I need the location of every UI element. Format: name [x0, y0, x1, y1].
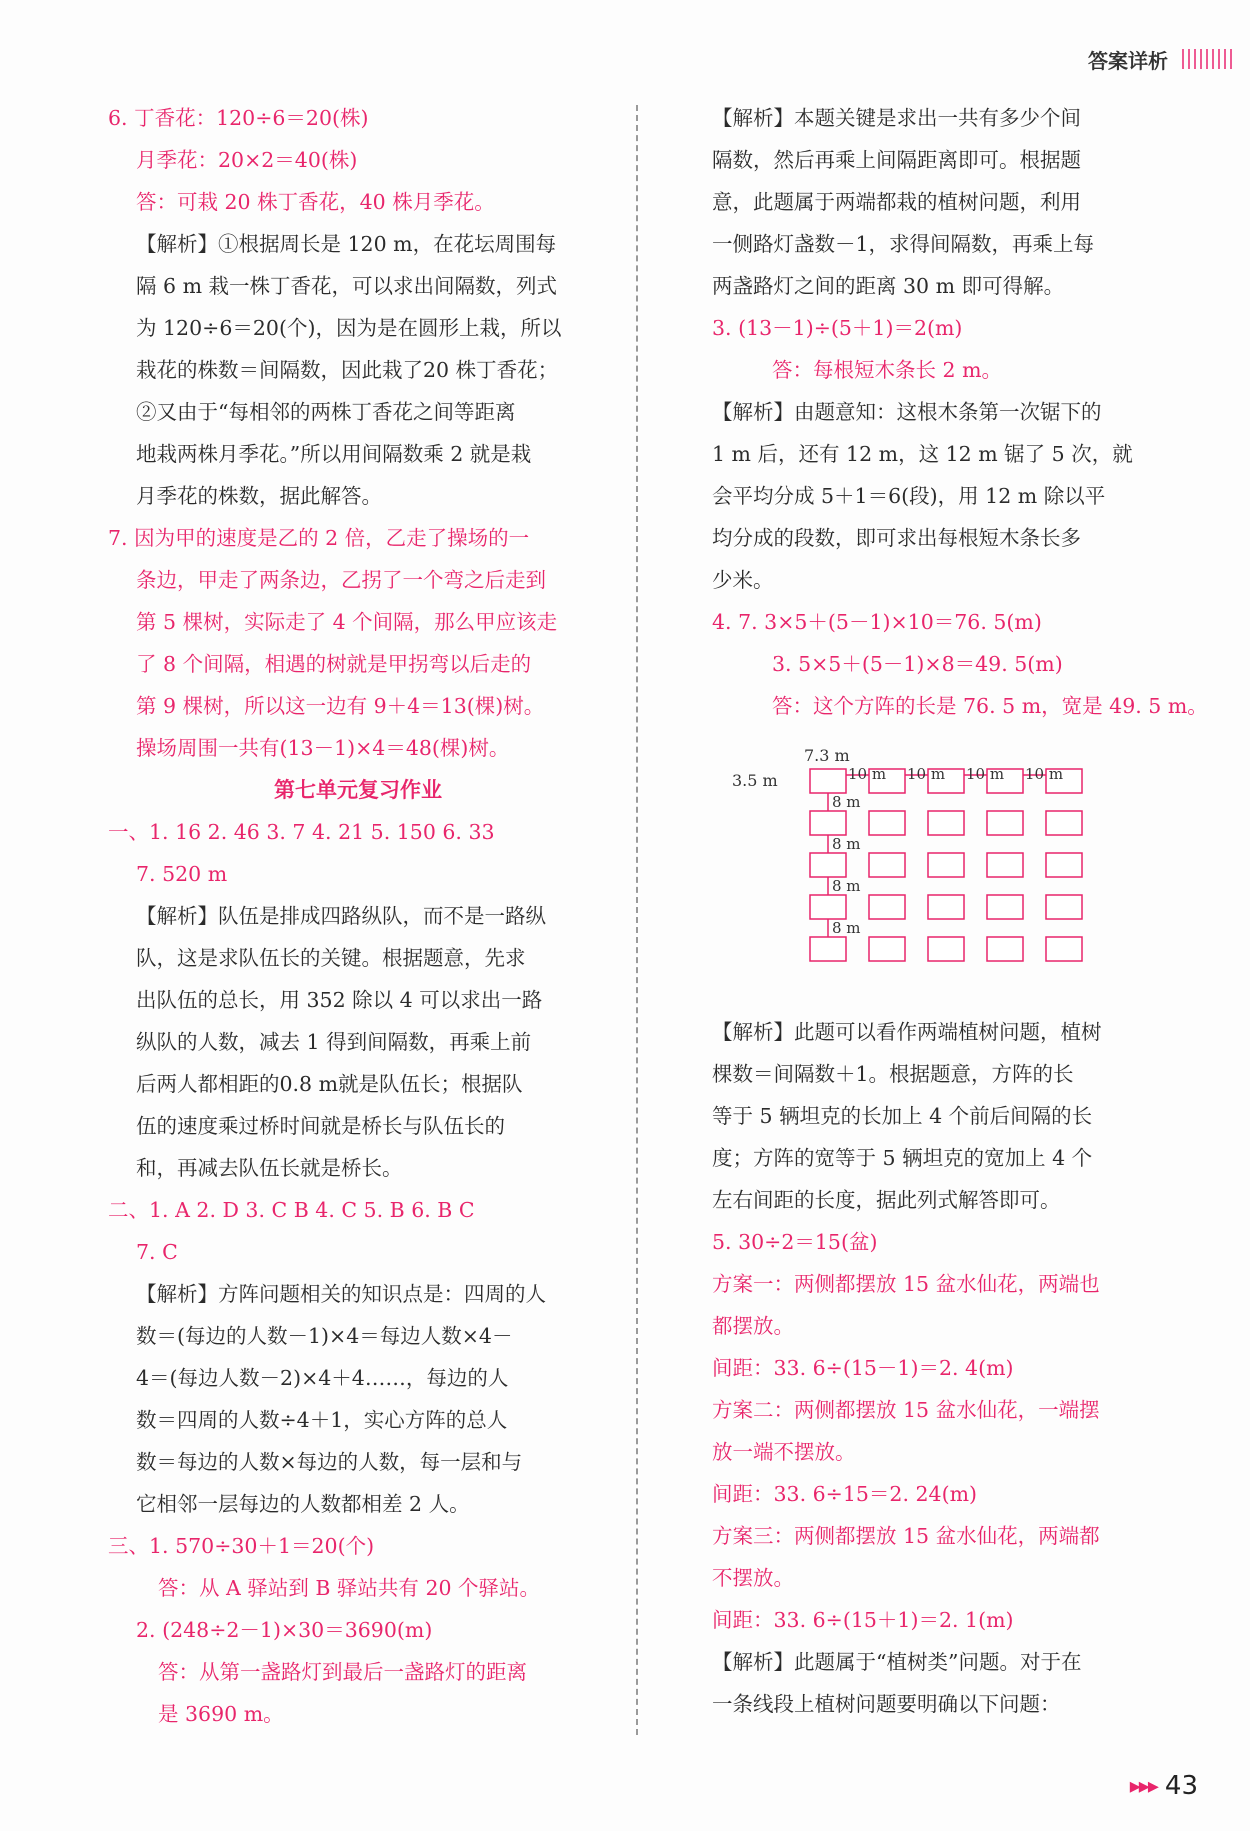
text-line: 7. C [136, 1240, 178, 1264]
vertical-gap-label: 8 m [832, 835, 861, 853]
text-line: 是 3690 m。 [158, 1702, 284, 1726]
text-line: 间距：33. 6÷(15－1)＝2. 4(m) [712, 1356, 1014, 1380]
text-line: 不摆放。 [712, 1566, 794, 1590]
text-line: 3. (13－1)÷(5＋1)＝2(m) [712, 316, 963, 340]
tank-box [1046, 937, 1082, 961]
text-line: 2. (248÷2－1)×30＝3690(m) [136, 1618, 433, 1642]
tank-box [987, 937, 1023, 961]
text-line: 左右间距的长度，据此列式解答即可。 [712, 1188, 1061, 1212]
text-line: 队，这是求队伍长的关键。根据题意，先求 [136, 946, 526, 970]
text-line: 7. 520 m [136, 862, 228, 886]
text-line: 方案一：两侧都摆放 15 盆水仙花，两端也 [712, 1272, 1100, 1296]
text-line: 7. 因为甲的速度是乙的 2 倍，乙走了操场的一 [108, 526, 530, 550]
tank-box [869, 853, 905, 877]
tank-box [1046, 811, 1082, 835]
text-line: 3. 5×5＋(5－1)×8＝49. 5(m) [772, 652, 1063, 676]
text-line: 操场周围一共有(13－1)×4＝48(棵)树。 [136, 736, 510, 760]
text-line: 等于 5 辆坦克的长加上 4 个前后间隔的长 [712, 1104, 1093, 1128]
text-line: 方案二：两侧都摆放 15 盆水仙花，一端摆 [712, 1398, 1100, 1422]
text-line: 答：从第一盏路灯到最后一盏路灯的距离 [158, 1660, 527, 1684]
column-divider [636, 105, 638, 1735]
tank-box [987, 895, 1023, 919]
text-line: 一、1. 16 2. 46 3. 7 4. 21 5. 150 6. 33 [108, 820, 495, 844]
text-line: 均分成的段数，即可求出每根短木条长多 [712, 526, 1081, 550]
tank-box [928, 895, 964, 919]
text-line: 一侧路灯盏数－1，求得间隔数，再乘上每 [712, 232, 1095, 256]
text-line: 月季花的株数，据此解答。 [136, 484, 382, 508]
text-line: 两盏路灯之间的距离 30 m 即可得解。 [712, 274, 1065, 298]
horizontal-gap-label: 10 m [848, 765, 887, 783]
length-label: 7.3 m [804, 746, 850, 765]
right-column-top-text [712, 97, 1208, 727]
text-line: 数＝四周的人数÷4＋1，实心方阵的总人 [136, 1408, 508, 1432]
text-line: ②又由于“每相邻的两株丁香花之间等距离 [136, 400, 516, 424]
text-line: 【解析】此题可以看作两端植树问题，植树 [712, 1020, 1102, 1044]
text-line: 伍的速度乘过桥时间就是桥长与队伍长的 [136, 1114, 505, 1138]
horizontal-gap-label: 10 m [907, 765, 946, 783]
text-line: 栽花的株数＝间隔数，因此栽了20 株丁香花； [136, 358, 559, 382]
header-title: 答案详析 [1088, 48, 1168, 73]
left-column [108, 97, 608, 1735]
text-line: 都摆放。 [712, 1314, 794, 1338]
text-line: 数＝(每边的人数－1)×4＝每边人数×4－ [136, 1324, 513, 1348]
tank-box [1046, 895, 1082, 919]
text-line: 纵队的人数，减去 1 得到间隔数，再乘上前 [136, 1030, 532, 1054]
text-line: 数＝每边的人数×每边的人数，每一层和与 [136, 1450, 523, 1474]
text-line: 【解析】①根据周长是 120 m，在花坛周围每 [136, 232, 557, 256]
text-line: 答：这个方阵的长是 76. 5 m，宽是 49. 5 m。 [772, 694, 1208, 718]
text-line: 答：每根短木条长 2 m。 [772, 358, 1003, 382]
tank-box [928, 937, 964, 961]
text-line: 隔数，然后再乘上间隔距离即可。根据题 [712, 148, 1081, 172]
section-title: 第七单元复习作业 [274, 778, 442, 802]
text-line: 6. 丁香花：120÷6＝20(株) [108, 106, 369, 130]
text-line: 月季花：20×2＝40(株) [136, 148, 358, 172]
text-line: 了 8 个间隔，相遇的树就是甲拐弯以后走的 [136, 652, 532, 676]
tank-box [987, 853, 1023, 877]
text-line: 少米。 [712, 568, 774, 592]
text-line: 二、1. A 2. D 3. C B 4. C 5. B 6. B C [108, 1198, 475, 1222]
tank-box [987, 811, 1023, 835]
tank-box [928, 853, 964, 877]
horizontal-gap-label: 10 m [966, 765, 1005, 783]
text-line: 第 5 棵树，实际走了 4 个间隔，那么甲应该走 [136, 610, 558, 634]
tank-box [810, 895, 846, 919]
footer-arrows-icon: ▸▸▸ [1129, 1773, 1157, 1799]
text-line: 度；方阵的宽等于 5 辆坦克的宽加上 4 个 [712, 1146, 1093, 1170]
horizontal-gap-label: 10 m [1025, 765, 1064, 783]
tank-box [810, 769, 846, 793]
width-label: 3.5 m [732, 771, 778, 790]
text-line: 答：可栽 20 株丁香花，40 株月季花。 [136, 190, 495, 214]
text-line: 为 120÷6＝20(个)，因为是在圆形上栽，所以 [136, 316, 562, 340]
text-line: 和，再减去队伍长就是桥长。 [136, 1156, 403, 1180]
text-line: 后两人都相距的0.8 m就是队伍长；根据队 [136, 1072, 523, 1096]
right-column-bottom-text [712, 1011, 1172, 1725]
tank-box [1046, 853, 1082, 877]
text-line: 1 m 后，还有 12 m，这 12 m 锯了 5 次，就 [712, 442, 1133, 466]
text-line: 4. 7. 3×5＋(5－1)×10＝76. 5(m) [712, 610, 1042, 634]
tank-box [810, 853, 846, 877]
text-line: 会平均分成 5＋1＝6(段)，用 12 m 除以平 [712, 484, 1106, 508]
page-header [1088, 44, 1232, 74]
text-line: 间距：33. 6÷(15＋1)＝2. 1(m) [712, 1608, 1014, 1632]
tank-box [810, 937, 846, 961]
tank-box [928, 811, 964, 835]
text-line: 【解析】本题关键是求出一共有多少个间 [712, 106, 1081, 130]
tank-box [869, 937, 905, 961]
text-line: 【解析】方阵问题相关的知识点是：四周的人 [136, 1282, 546, 1306]
vertical-gap-label: 8 m [832, 919, 861, 937]
tank-box [810, 811, 846, 835]
text-line: 棵数＝间隔数＋1。根据题意，方阵的长 [712, 1062, 1074, 1086]
text-line: 4＝(每边人数－2)×4＋4……，每边的人 [136, 1366, 509, 1390]
vertical-gap-label: 8 m [832, 877, 861, 895]
tank-box [869, 811, 905, 835]
text-line: 【解析】队伍是排成四路纵队，而不是一路纵 [136, 904, 546, 928]
text-line: 方案三：两侧都摆放 15 盆水仙花，两端都 [712, 1524, 1100, 1548]
tank-box [869, 895, 905, 919]
vertical-gap-label: 8 m [832, 793, 861, 811]
page-footer [1130, 1771, 1198, 1801]
text-line: 间距：33. 6÷15＝2. 24(m) [712, 1482, 978, 1506]
text-line: 隔 6 m 栽一株丁香花，可以求出间隔数，列式 [136, 274, 558, 298]
text-line: 答：从 A 驿站到 B 驿站共有 20 个驿站。 [158, 1576, 541, 1600]
text-line: 放一端不摆放。 [712, 1440, 856, 1464]
header-decoration-bars [1182, 49, 1232, 69]
text-line: 5. 30÷2＝15(盆) [712, 1230, 878, 1254]
text-line: 【解析】由题意知：这根木条第一次锯下的 [712, 400, 1102, 424]
text-line: 地栽两株月季花。”所以用间隔数乘 2 就是栽 [136, 442, 532, 466]
text-line: 它相邻一层每边的人数都相差 2 人。 [136, 1492, 470, 1516]
tank-formation-diagram [732, 727, 1232, 1011]
text-line: 一条线段上植树问题要明确以下问题： [712, 1692, 1061, 1716]
text-line: 【解析】此题属于“植树类”问题。对于在 [712, 1650, 1082, 1674]
text-line: 第 9 棵树，所以这一边有 9＋4＝13(棵)树。 [136, 694, 545, 718]
text-line: 出队伍的总长，用 352 除以 4 可以求出一路 [136, 988, 543, 1012]
right-column [712, 97, 1208, 1725]
text-line: 意，此题属于两端都栽的植树问题，利用 [712, 190, 1081, 214]
page-number: 43 [1164, 1771, 1198, 1801]
text-line: 条边，甲走了两条边，乙拐了一个弯之后走到 [136, 568, 546, 592]
text-line: 三、1. 570÷30＋1＝20(个) [108, 1534, 375, 1558]
